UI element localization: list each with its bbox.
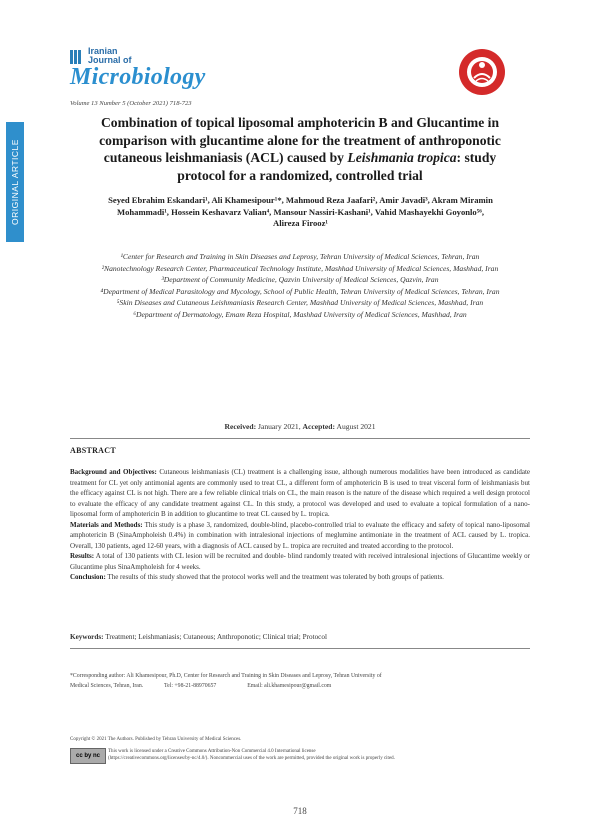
- footnote-line2: [70, 681, 530, 691]
- keywords-text: Treatment; Leishmaniasis; Cutaneous; Anthroponotic; Clinical trial; Protocol: [105, 633, 327, 641]
- license-line2[interactable]: (https://creativecommons.org/licenses/by-nc/4.0/). Noncommercial uses of the work are permitted, provided the original work is properly cited.: [108, 756, 395, 761]
- abstract-body: [70, 467, 530, 583]
- keywords-label: Keywords:: [70, 633, 104, 641]
- footnote-tel: Tel: +98-21-88970657: [164, 683, 217, 689]
- affiliation-5: ⁵Skin Diseases and Cutaneous Leishmaniasis Research Center, Mashhad University of Medical Sciences, Mashhad, Iran: [116, 298, 484, 308]
- society-emblem-icon: [458, 48, 506, 96]
- affiliation-1: ¹Center for Research and Training in Skin Diseases and Leprosy, Tehran University of Medical Sciences, Tehran, Iran: [120, 252, 480, 261]
- received-date: January 2021: [258, 422, 299, 431]
- abstract-methods: [70, 520, 530, 552]
- footnote-address-end: Medical Sciences, Tehran, Iran.: [70, 683, 144, 689]
- copyright: Copyright © 2021 The Authors. Published by Tehran University of Medical Sciences.: [70, 737, 242, 742]
- affiliation-6: ⁶Department of Dermatology, Emam Reza Hospital, Mashhad University of Medical Sciences, Mashhad, Iran: [133, 309, 467, 319]
- logo-main: Microbiology: [70, 64, 206, 90]
- abstract-conclusion: [70, 572, 530, 583]
- background-text: Cutaneous leishmaniasis (CL) treatment is a challenging issue, although numerous modalities have been introduced as candidate treatment for CL yet only antimonial agents are commonly used to treat CL, a different form of amphotericin B is used to treat visceral form of leishmaniasis but the efficacy against CL is not high. There are a few reliable clinical trials on CL, the main reason is the nature of the disease which required a well design protocol to evaluate the efficacy of any candidate treatment against CL. In this study, a protocol was developed and used to evaluate a topical formulation of a nano-liposomal form of amphotericin B in addition to glucantime to treat CL caused by L. tropica.: [70, 468, 531, 518]
- affiliation-3: ³Department of Community Medicine, Qazvin University of Medical Sciences, Qazvin, Iran: [161, 275, 439, 285]
- received-label: Received:: [224, 422, 257, 431]
- methods-label: Materials and Methods:: [70, 520, 143, 529]
- affiliation-2: ²Nanotechnology Research Center, Pharmaceutical Technology Institute, Mashhad University of Medical Sciences, Mashhad, Iran: [101, 263, 499, 273]
- logo-line1: Iranian: [88, 46, 118, 56]
- cc-license-badge[interactable]: cc by nc: [70, 748, 106, 764]
- accepted-label: Accepted:: [302, 422, 335, 431]
- methods-text: This study is a phase 3, randomized, double-blind, placebo-controlled trial to evaluate the efficacy and safety of topical nano-liposomal amphotericin B (SinaAmpholeish 0.4%) in combination with intralesional injections of meglumine antimoniate in the treatment of ACL caused by L. tropica. Overall, 130 patients, aged 12-60 years, with a diagnosis of ACL caused by L. tropica are recruited and treated according to the protocol.: [70, 520, 530, 550]
- corresponding-author: [70, 671, 530, 691]
- abstract-background: [70, 467, 530, 520]
- received-accepted: Received: January 2021, Accepted: August 2021: [224, 422, 376, 431]
- abstract-heading: ABSTRACT: [70, 446, 116, 455]
- keywords: [70, 633, 530, 641]
- author-list: Seyed Ebrahim Eskandari¹, Ali Khamesipour¹*, Mahmoud Reza Jaafari², Amir Javadi³, Akram Miramin Mohammadi¹, Hossein Keshavarz Valian⁴, Mansour Nassiri-Kashani¹, Vahid Mashayekhi Goyonlo⁵⁶, Alireza Firooz¹: [108, 195, 493, 228]
- journal-logo: [70, 44, 230, 104]
- divider-top: [70, 438, 530, 439]
- background-label: Background and Objectives:: [70, 468, 157, 476]
- article-type-label: ORIGINAL ARTICLE: [10, 139, 20, 225]
- footnote-email[interactable]: Email: ali.khamesipour@gmail.com: [247, 683, 332, 689]
- article-title: Combination of topical liposomal amphotericin B and Glucantime in comparison with glucantime alone for the treatment of anthroponotic cutaneous leishmaniasis (ACL) caused by Leishmania tropica: study protocol for a randomized, controlled trial: [99, 115, 501, 183]
- conclusion-text: The results of this study showed that the protocol works well and the treatment was tolerated by both groups of patients.: [107, 573, 444, 581]
- affiliation-4: ⁴Department of Medical Parasitology and Mycology, School of Public Health, Tehran University of Medical Sciences, Tehran, Iran: [100, 286, 500, 296]
- logo-line2: Journal of: [88, 55, 132, 65]
- footnote-line1: *Corresponding author: Ali Khamesipour, Ph.D, Center for Research and Training in Skin Diseases and Leprosy, Tehran University of: [70, 673, 382, 679]
- affiliations: [70, 251, 530, 321]
- divider-bottom: [70, 648, 530, 649]
- page-number: 718: [293, 806, 307, 816]
- results-label: Results:: [70, 552, 95, 560]
- abstract-results: [70, 551, 530, 572]
- results-text: A total of 130 patients with CL lesion will be recruited and double- blind randomly treated with received intralesional injections of Glucantime weekly or Glucantime plus SinaAmpholeish for 4 weeks.: [70, 552, 530, 571]
- conclusion-label: Conclusion:: [70, 573, 106, 581]
- license-text: [108, 748, 530, 762]
- accepted-date: August 2021: [336, 422, 376, 431]
- volume-info: Volume 13 Number 5 (October 2021) 718-723: [70, 100, 192, 107]
- license-line1: This work is licensed under a Creative Commons Attribution-Non Commercial 4.0 International license: [108, 749, 316, 754]
